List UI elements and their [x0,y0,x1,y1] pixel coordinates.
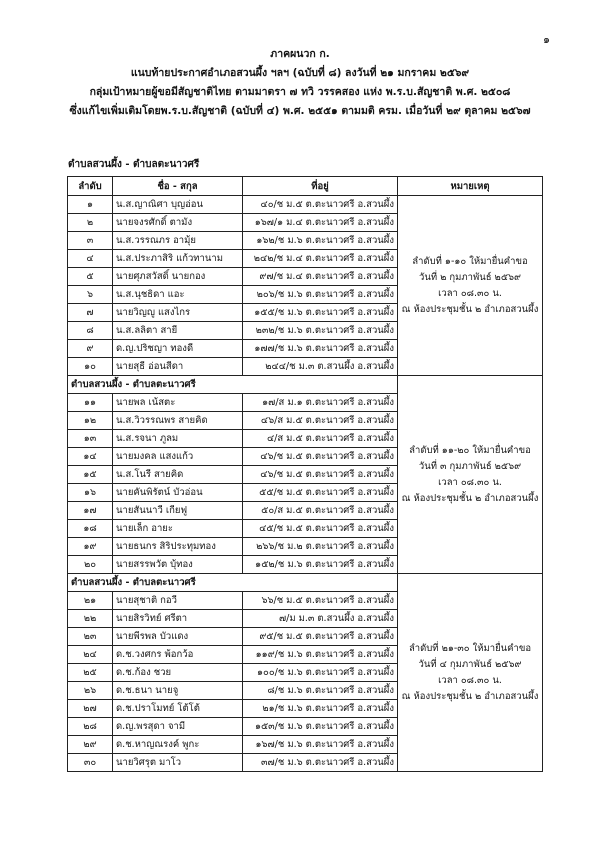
group-title-row [68,574,543,592]
remark-line: ณ ห้องประชุมชั้น ๒ อำเภอสวนผึ้ง [401,690,539,702]
row-address: ๔๖/ส ม.๕ ต.ตะนาวศรี อ.สวนผึ้ง [243,412,398,430]
row-number: ๒๘ [68,718,113,736]
row-name: น.ส.วรรณภร อามุ้ย [113,232,243,250]
row-address: ๑๑๙/ช ม.๖ ต.ตะนาวศรี อ.สวนผึ้ง [243,646,398,664]
row-number: ๔ [68,250,113,268]
row-number: ๒๑ [68,592,113,610]
row-name: น.ส.นุชธิดา แอะ [113,286,243,304]
row-address: ๒๔๒/ช ม.๔ ต.ตะนาวศรี อ.สวนผึ้ง [243,250,398,268]
row-address: ๕๕/ช ม.๕ ต.ตะนาวศรี อ.สวนผึ้ง [243,484,398,502]
row-name: ด.ญ.พรสุดา จามี [113,718,243,736]
table-body [68,196,543,772]
page-number: ๑ [543,33,550,46]
row-address: ๒๑/ช ม.๖ ต.ตะนาวศรี อ.สวนผึ้ง [243,700,398,718]
group-remark [398,376,543,574]
row-address: ๑๗/ส ม.๑ ต.ตะนาวศรี อ.สวนผึ้ง [243,394,398,412]
remark-line: ลำดับที่ ๑-๑๐ ให้มายื่นคำขอ [412,255,528,267]
remark-line: ณ ห้องประชุมชั้น ๒ อำเภอสวนผึ้ง [401,303,539,315]
remark-line: เวลา ๐๘.๓๐ น. [438,476,502,488]
row-name: นายศุภสวัสดิ์ นายกอง [113,268,243,286]
row-number: ๒๙ [68,736,113,754]
remark-line: ลำดับที่ ๑๑-๒๐ ให้มายื่นคำขอ [409,444,531,456]
row-name: นายจงรศักดิ์ ตามัง [113,214,243,232]
row-address: ๖๖/ช ม.๕ ต.ตะนาวศรี อ.สวนผึ้ง [243,592,398,610]
row-number: ๑๕ [68,466,113,484]
group-remark [398,196,543,376]
row-name: นายสิรวิทย์ ศรีตา [113,610,243,628]
row-name: นายวิญญู แสงไกร [113,304,243,322]
column-header-no: ลำดับ [68,177,113,196]
row-address: ๔๐/ช ม.๕ ต.ตะนาวศรี อ.สวนผึ้ง [243,196,398,214]
column-header-address: ที่อยู่ [243,177,398,196]
row-number: ๑๘ [68,520,113,538]
group-remark [398,574,543,772]
row-number: ๑๙ [68,538,113,556]
row-name: ด.ช.ธนา นายจู [113,682,243,700]
row-address: ๔๖/ช ม.๕ ต.ตะนาวศรี อ.สวนผึ้ง [243,448,398,466]
applicant-table [67,176,543,772]
row-name: ด.ช.ปราโมทย์ โต้โต้ [113,700,243,718]
row-address: ๒๔๔/ช ม.๓ ต.สวนผึ้ง อ.สวนผึ้ง [243,358,398,376]
row-name: นายพล เน้สตะ [113,394,243,412]
row-address: ๙๕/ช ม.๕ ต.ตะนาวศรี อ.สวนผึ้ง [243,628,398,646]
row-name: นายวิศรุต มาโว [113,754,243,772]
row-number: ๑๓ [68,430,113,448]
row-name: ด.ช.หาญณรงค์ พูกะ [113,736,243,754]
remark-line: ลำดับที่ ๒๑-๓๐ ให้มายื่นคำขอ [408,642,532,654]
row-address: ๒๓๒/ช ม.๖ ต.ตะนาวศรี อ.สวนผึ้ง [243,322,398,340]
row-name: น.ส.โนรี สายคิด [113,466,243,484]
row-address: ๔/ส ม.๕ ต.ตะนาวศรี อ.สวนผึ้ง [243,430,398,448]
row-number: ๙ [68,340,113,358]
row-number: ๒ [68,214,113,232]
remark-line: เวลา ๐๘.๓๐ น. [438,674,502,686]
row-address: ๙๗/ช ม.๔ ต.ตะนาวศรี อ.สวนผึ้ง [243,268,398,286]
row-name: นายสุธี อ่อนสีดา [113,358,243,376]
row-number: ๕ [68,268,113,286]
row-name: ด.ญ.ปริชญา ทองดี [113,340,243,358]
remark-line: วันที่ ๒ กุมภาพันธ์ ๒๕๖๙ [418,271,522,283]
row-address: ๑๖๗/๑ ม.๔ ต.ตะนาวศรี อ.สวนผึ้ง [243,214,398,232]
row-address: ๘/ช ม.๖ ต.ตะนาวศรี อ.สวนผึ้ง [243,682,398,700]
row-number: ๘ [68,322,113,340]
row-number: ๖ [68,286,113,304]
row-name: นายสรรพวัต บุ้ทอง [113,556,243,574]
row-name: ด.ช.ก้อง ชวย [113,664,243,682]
group-title: ตำบลสวนผึ้ง - ตำบลตะนาวศรี [68,376,398,394]
section-label: ตำบลสวนผึ้ง - ตำบลตะนาวศรี [68,159,200,170]
group-title: ตำบลสวนผึ้ง - ตำบลตะนาวศรี [68,574,398,592]
header-legal-basis: ซึ่งแก้ไขเพิ่มเติมโดยพ.ร.บ.สัญชาติ (ฉบับที่ ๔) พ.ศ. ๒๕๕๑ ตามมติ ครม. เมื่อวันที่ ๒๙ ตุลาคม ๒๕๖๗ [69,105,531,117]
row-number: ๑๑ [68,394,113,412]
row-number: ๒๐ [68,556,113,574]
remark-line: วันที่ ๓ กุมภาพันธ์ ๒๕๖๙ [418,460,522,472]
row-address: ๒๐๖/ช ม.๖ ต.ตะนาวศรี อ.สวนผึ้ง [243,286,398,304]
row-address: ๔๖/ช ม.๕ ต.ตะนาวศรี อ.สวนผึ้ง [243,466,398,484]
row-number: ๑๐ [68,358,113,376]
row-number: ๓ [68,232,113,250]
row-name: นายสุชาติ กอวี [113,592,243,610]
row-name: นายธนกร สิริประทุมทอง [113,538,243,556]
row-address: ๑๗๗/ช ม.๖ ต.ตะนาวศรี อ.สวนผึ้ง [243,340,398,358]
row-number: ๒๔ [68,646,113,664]
row-address: ๒๖๖/ช ม.๒ ต.ตะนาวศรี อ.สวนผึ้ง [243,538,398,556]
row-name: น.ส.ลลิตา สายี [113,322,243,340]
row-address: ๑๖๒/ช ม.๖ ต.ตะนาวศรี อ.สวนผึ้ง [243,232,398,250]
document-header [0,45,600,121]
row-name: นายคันพิรัตน์ บัวอ่อน [113,484,243,502]
row-number: ๒๓ [68,628,113,646]
row-number: ๑๗ [68,502,113,520]
row-name: ด.ช.วงศกร พ้อกว้อ [113,646,243,664]
row-address: ๑๖๗/ช ม.๖ ต.ตะนาวศรี อ.สวนผึ้ง [243,736,398,754]
row-number: ๒๕ [68,664,113,682]
remark-line: เวลา ๐๘.๓๐ น. [438,287,502,299]
header-target-group: กลุ่มเป้าหมายผู้ขอมีสัญชาติไทย ตามมาตรา ๗ ทวิ วรรคสอง แห่ง พ.ร.บ.สัญชาติ พ.ศ. ๒๕๐๘ [89,86,511,98]
column-header-name: ชื่อ - สกุล [113,177,243,196]
row-address: ๗/ม ม.๓ ต.สวนผึ้ง อ.สวนผึ้ง [243,610,398,628]
row-number: ๒๖ [68,682,113,700]
row-number: ๑ [68,196,113,214]
header-title: ภาคผนวก ก. [270,48,330,60]
row-address: ๔๕/ช ม.๕ ต.ตะนาวศรี อ.สวนผึ้ง [243,520,398,538]
row-name: นายพีรพล บัวแดง [113,628,243,646]
row-name: นายมงคล แสงแก้ว [113,448,243,466]
header-announcement-reference: แนบท้ายประกาศอำเภอสวนผึ้ง ฯลฯ (ฉบับที่ ๘) ลงวันที่ ๒๑ มกราคม ๒๕๖๙ [130,67,470,79]
row-name: น.ส.วิวรรณพร สายคิด [113,412,243,430]
remark-line: ณ ห้องประชุมชั้น ๒ อำเภอสวนผึ้ง [401,492,539,504]
column-header-remark: หมายเหตุ [398,177,543,196]
row-address: ๕๐/ส ม.๕ ต.ตะนาวศรี อ.สวนผึ้ง [243,502,398,520]
row-number: ๑๖ [68,484,113,502]
row-address: ๑๕๒/ช ม.๖ ต.ตะนาวศรี อ.สวนผึ้ง [243,556,398,574]
row-name: นายสันนาวี เกียฟู [113,502,243,520]
table-row [68,196,543,214]
row-name: น.ส.ญาณิศา บุญอ่อน [113,196,243,214]
row-address: ๑๐๐/ช ม.๖ ต.ตะนาวศรี อ.สวนผึ้ง [243,664,398,682]
row-number: ๒๗ [68,700,113,718]
row-name: นายเล็ก อายะ [113,520,243,538]
row-number: ๑๒ [68,412,113,430]
row-address: ๑๕๓/ช ม.๖ ต.ตะนาวศรี อ.สวนผึ้ง [243,718,398,736]
row-name: น.ส.ประภาสิริ แก้วทานาม [113,250,243,268]
row-number: ๗ [68,304,113,322]
row-address: ๓๗/ช ม.๖ ต.ตะนาวศรี อ.สวนผึ้ง [243,754,398,772]
remark-line: วันที่ ๔ กุมภาพันธ์ ๒๕๖๙ [418,658,522,670]
group-title-row [68,376,543,394]
table-header-row [68,177,543,196]
row-number: ๑๔ [68,448,113,466]
row-name: น.ส.รจนา ภูลม [113,430,243,448]
row-number: ๒๒ [68,610,113,628]
row-address: ๑๕๕/ช ม.๖ ต.ตะนาวศรี อ.สวนผึ้ง [243,304,398,322]
row-number: ๓๐ [68,754,113,772]
